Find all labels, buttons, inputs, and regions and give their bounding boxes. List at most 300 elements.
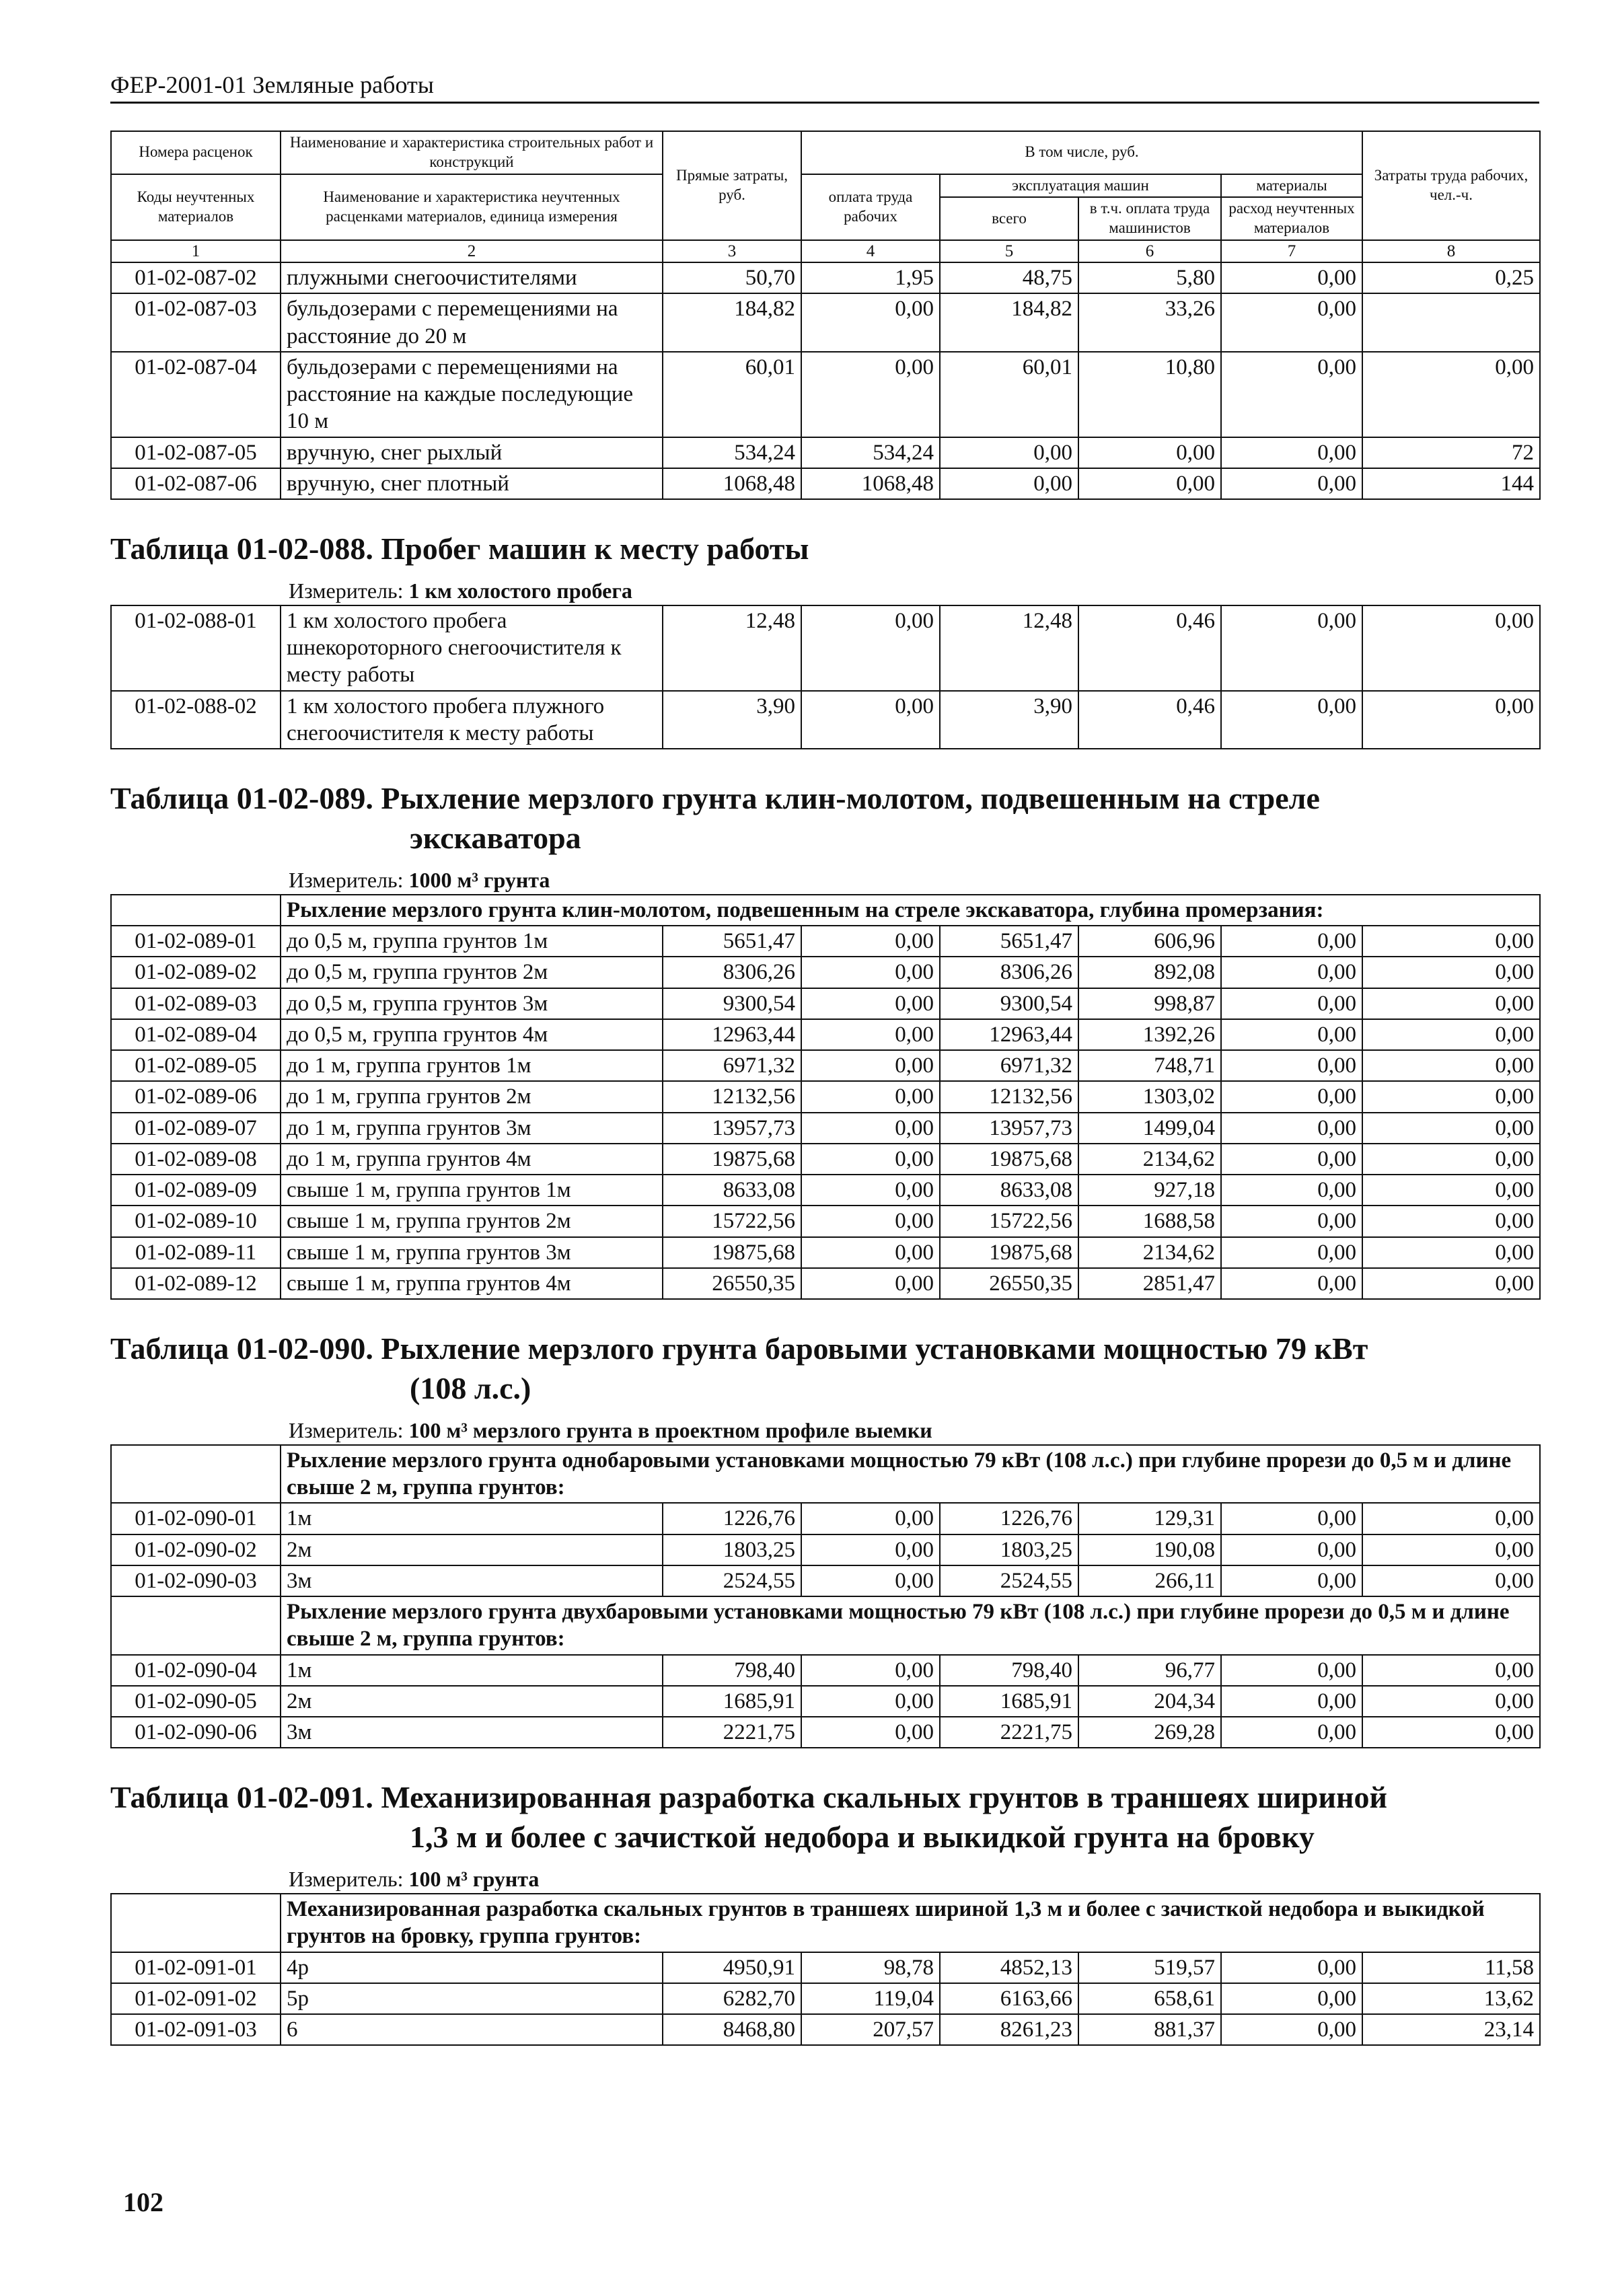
measure-prefix: Измеритель: <box>289 1417 404 1442</box>
work-name: 4р <box>281 1952 663 1983</box>
direct-cost: 26550,35 <box>663 1268 801 1299</box>
table-091-measure <box>110 1867 1539 1892</box>
work-name: 2м <box>281 1686 663 1717</box>
machines-total: 12132,56 <box>940 1081 1078 1112</box>
materials-cost: 0,00 <box>1221 468 1362 499</box>
machines-total: 2221,75 <box>940 1717 1078 1748</box>
machines-labor: 2851,47 <box>1078 1268 1221 1299</box>
labor-hours: 0,00 <box>1362 691 1540 749</box>
labor-hours: 0,00 <box>1362 926 1540 957</box>
direct-cost: 19875,68 <box>663 1144 801 1175</box>
table-header <box>111 131 1540 262</box>
work-name: до 0,5 м, группа грунтов 2м <box>281 957 663 988</box>
machines-labor: 1688,58 <box>1078 1206 1221 1236</box>
rate-code: 01-02-089-02 <box>111 957 281 988</box>
materials-cost: 0,00 <box>1221 988 1362 1019</box>
machines-total: 6163,66 <box>940 1983 1078 2014</box>
labor-pay: 0,00 <box>801 1686 940 1717</box>
table-091-title-line1: Таблица 01-02-091. Механизированная разработка скальных грунтов в траншеях шириной <box>110 1780 1387 1815</box>
labor-hours: 0,00 <box>1362 1268 1540 1299</box>
direct-cost: 2221,75 <box>663 1717 801 1748</box>
machines-labor: 266,11 <box>1078 1565 1221 1596</box>
work-name: 5р <box>281 1983 663 2014</box>
machines-total: 6971,32 <box>940 1050 1078 1081</box>
labor-hours: 23,14 <box>1362 2014 1540 2045</box>
labor-pay: 534,24 <box>801 437 940 468</box>
direct-cost: 15722,56 <box>663 1206 801 1236</box>
rate-code: 01-02-089-03 <box>111 988 281 1019</box>
labor-hours: 0,00 <box>1362 605 1540 691</box>
header-num: 6 <box>1078 240 1221 262</box>
machines-total: 5651,47 <box>940 926 1078 957</box>
table-row <box>111 605 1540 691</box>
machines-total: 26550,35 <box>940 1268 1078 1299</box>
materials-cost: 0,00 <box>1221 1050 1362 1081</box>
measure-prefix: Измеритель: <box>289 867 404 892</box>
materials-cost: 0,00 <box>1221 437 1362 468</box>
labor-pay: 0,00 <box>801 1565 940 1596</box>
table-090-title-line2: (108 л.с.) <box>410 1371 531 1405</box>
labor-pay: 0,00 <box>801 1050 940 1081</box>
machines-labor: 0,46 <box>1078 691 1221 749</box>
labor-hours: 0,00 <box>1362 1019 1540 1050</box>
machines-total: 48,75 <box>940 262 1078 293</box>
work-name: до 0,5 м, группа грунтов 3м <box>281 988 663 1019</box>
direct-cost: 184,82 <box>663 293 801 352</box>
rate-code: 01-02-089-01 <box>111 926 281 957</box>
machines-total: 60,01 <box>940 352 1078 437</box>
labor-hours: 0,00 <box>1362 1237 1540 1268</box>
labor-pay: 98,78 <box>801 1952 940 1983</box>
machines-total: 0,00 <box>940 437 1078 468</box>
table-row <box>111 1534 1540 1565</box>
materials-cost: 0,00 <box>1221 1686 1362 1717</box>
table-089-title-line2: экскаватора <box>410 821 581 855</box>
work-name: 1м <box>281 1503 663 1534</box>
header-labor-pay: оплата труда рабочих <box>801 174 940 240</box>
measure-unit: 1000 м³ грунта <box>408 867 550 892</box>
table-090-title-line1: Таблица 01-02-090. Рыхление мерзлого грунта баровыми установками мощностью 79 кВт <box>110 1331 1368 1366</box>
work-name: 1м <box>281 1655 663 1686</box>
rate-code: 01-02-090-06 <box>111 1717 281 1748</box>
direct-cost: 1685,91 <box>663 1686 801 1717</box>
table-091-title <box>110 1748 1539 1863</box>
table-089-title <box>110 749 1539 864</box>
header-num: 7 <box>1221 240 1362 262</box>
labor-pay: 0,00 <box>801 1268 940 1299</box>
machines-labor: 748,71 <box>1078 1050 1221 1081</box>
labor-pay: 0,00 <box>801 988 940 1019</box>
direct-cost: 19875,68 <box>663 1237 801 1268</box>
labor-hours: 0,00 <box>1362 1503 1540 1534</box>
machines-labor: 0,00 <box>1078 468 1221 499</box>
labor-hours <box>1362 293 1540 352</box>
table-row <box>111 1503 1540 1534</box>
rate-code: 01-02-087-05 <box>111 437 281 468</box>
labor-hours: 0,00 <box>1362 1175 1540 1206</box>
table-row <box>111 1081 1540 1112</box>
subheader-row <box>111 895 1540 926</box>
table-090-measure <box>110 1418 1539 1443</box>
rate-code: 01-02-091-03 <box>111 2014 281 2045</box>
machines-labor: 1499,04 <box>1078 1113 1221 1144</box>
labor-hours: 0,00 <box>1362 1686 1540 1717</box>
machines-total: 19875,68 <box>940 1144 1078 1175</box>
table-091 <box>110 1893 1541 2046</box>
work-name: до 1 м, группа грунтов 3м <box>281 1113 663 1144</box>
direct-cost: 9300,54 <box>663 988 801 1019</box>
header-num: 8 <box>1362 240 1540 262</box>
materials-cost: 0,00 <box>1221 293 1362 352</box>
direct-cost: 13957,73 <box>663 1113 801 1144</box>
machines-labor: 881,37 <box>1078 2014 1221 2045</box>
price-table <box>110 131 1541 500</box>
materials-cost: 0,00 <box>1221 1113 1362 1144</box>
labor-hours: 0,00 <box>1362 1534 1540 1565</box>
work-name: до 1 м, группа грунтов 1м <box>281 1050 663 1081</box>
table-row <box>111 1565 1540 1596</box>
direct-cost: 12,48 <box>663 605 801 691</box>
subheader-row <box>111 1894 1540 1952</box>
table-row <box>111 691 1540 749</box>
rate-code: 01-02-089-06 <box>111 1081 281 1112</box>
measure-prefix: Измеритель: <box>289 578 404 603</box>
labor-hours: 0,00 <box>1362 1113 1540 1144</box>
subheader-row <box>111 1596 1540 1655</box>
table-091-body <box>111 1894 1540 2045</box>
direct-cost: 60,01 <box>663 352 801 437</box>
materials-cost: 0,00 <box>1221 1081 1362 1112</box>
table-row <box>111 1655 1540 1686</box>
table-090-title <box>110 1300 1539 1414</box>
labor-pay: 0,00 <box>801 957 940 988</box>
work-name: до 0,5 м, группа грунтов 1м <box>281 926 663 957</box>
materials-cost: 0,00 <box>1221 2014 1362 2045</box>
table-row <box>111 1952 1540 1983</box>
direct-cost: 1068,48 <box>663 468 801 499</box>
work-name: плужными снегоочистителями <box>281 262 663 293</box>
table-090-body-b <box>111 1596 1540 1748</box>
work-name: бульдозерами с перемещениями на расстояние до 20 м <box>281 293 663 352</box>
table-088-measure <box>110 579 1539 603</box>
machines-total: 184,82 <box>940 293 1078 352</box>
machines-total: 8306,26 <box>940 957 1078 988</box>
direct-cost: 4950,91 <box>663 1952 801 1983</box>
labor-hours: 0,00 <box>1362 988 1540 1019</box>
machines-labor: 2134,62 <box>1078 1237 1221 1268</box>
header-num: 4 <box>801 240 940 262</box>
machines-total: 12,48 <box>940 605 1078 691</box>
work-name: 1 км холостого пробега плужного снегоочистителя к месту работы <box>281 691 663 749</box>
labor-hours: 0,00 <box>1362 1565 1540 1596</box>
labor-pay: 207,57 <box>801 2014 940 2045</box>
labor-hours: 0,00 <box>1362 1206 1540 1236</box>
labor-pay: 1068,48 <box>801 468 940 499</box>
rate-code: 01-02-089-04 <box>111 1019 281 1050</box>
machines-total: 13957,73 <box>940 1113 1078 1144</box>
materials-cost: 0,00 <box>1221 1565 1362 1596</box>
materials-cost: 0,00 <box>1221 957 1362 988</box>
table-row <box>111 1206 1540 1236</box>
machines-total: 1803,25 <box>940 1534 1078 1565</box>
labor-pay: 0,00 <box>801 1717 940 1748</box>
table-088-title: Таблица 01-02-088. Пробег машин к месту работы <box>110 531 809 566</box>
direct-cost: 2524,55 <box>663 1565 801 1596</box>
machines-total: 4852,13 <box>940 1952 1078 1983</box>
subheader-row <box>111 1445 1540 1504</box>
labor-hours: 0,00 <box>1362 1081 1540 1112</box>
header-num: 5 <box>940 240 1078 262</box>
machines-total: 8261,23 <box>940 2014 1078 2045</box>
materials-cost: 0,00 <box>1221 605 1362 691</box>
rate-code: 01-02-090-05 <box>111 1686 281 1717</box>
work-name: 2м <box>281 1534 663 1565</box>
measure-unit: 100 м³ грунта <box>408 1867 540 1892</box>
subheader-text: Рыхление мерзлого грунта клин-молотом, подвешенным на стреле экскаватора, глубина промерзания: <box>281 895 1540 926</box>
materials-cost: 0,00 <box>1221 1175 1362 1206</box>
labor-hours: 0,00 <box>1362 957 1540 988</box>
rate-code: 01-02-091-02 <box>111 1983 281 2014</box>
labor-pay: 0,00 <box>801 1503 940 1534</box>
work-name: свыше 1 м, группа грунтов 1м <box>281 1175 663 1206</box>
direct-cost: 12132,56 <box>663 1081 801 1112</box>
direct-cost: 534,24 <box>663 437 801 468</box>
rate-code: 01-02-087-02 <box>111 262 281 293</box>
table-089 <box>110 894 1541 1300</box>
materials-cost: 0,00 <box>1221 1144 1362 1175</box>
machines-labor: 0,46 <box>1078 605 1221 691</box>
work-name: свыше 1 м, группа грунтов 3м <box>281 1237 663 1268</box>
machines-total: 19875,68 <box>940 1237 1078 1268</box>
labor-hours: 0,00 <box>1362 1655 1540 1686</box>
machines-labor: 998,87 <box>1078 988 1221 1019</box>
rate-code: 01-02-088-02 <box>111 691 281 749</box>
direct-cost: 8468,80 <box>663 2014 801 2045</box>
rate-code: 01-02-089-05 <box>111 1050 281 1081</box>
table-089-title-line1: Таблица 01-02-089. Рыхление мерзлого грунта клин-молотом, подвешенным на стреле <box>110 781 1320 816</box>
direct-cost: 1226,76 <box>663 1503 801 1534</box>
rate-code: 01-02-089-11 <box>111 1237 281 1268</box>
machines-labor: 1303,02 <box>1078 1081 1221 1112</box>
machines-total: 12963,44 <box>940 1019 1078 1050</box>
materials-cost: 0,00 <box>1221 926 1362 957</box>
materials-cost: 0,00 <box>1221 1019 1362 1050</box>
machines-labor: 0,00 <box>1078 437 1221 468</box>
direct-cost: 1803,25 <box>663 1534 801 1565</box>
labor-pay: 0,00 <box>801 605 940 691</box>
machines-labor: 190,08 <box>1078 1534 1221 1565</box>
machines-labor: 892,08 <box>1078 957 1221 988</box>
table-089-measure <box>110 868 1539 893</box>
materials-cost: 0,00 <box>1221 262 1362 293</box>
table-row <box>111 1144 1540 1175</box>
machines-labor: 33,26 <box>1078 293 1221 352</box>
running-head: ФЕР-2001-01 Земляные работы <box>110 71 1539 104</box>
labor-hours: 0,00 <box>1362 1717 1540 1748</box>
labor-pay: 0,00 <box>801 926 940 957</box>
machines-labor: 519,57 <box>1078 1952 1221 1983</box>
work-name: свыше 1 м, группа грунтов 4м <box>281 1268 663 1299</box>
labor-pay: 0,00 <box>801 1534 940 1565</box>
measure-prefix: Измеритель: <box>289 1867 404 1892</box>
direct-cost: 798,40 <box>663 1655 801 1686</box>
rate-code: 01-02-090-02 <box>111 1534 281 1565</box>
table-row <box>111 1050 1540 1081</box>
labor-hours: 11,58 <box>1362 1952 1540 1983</box>
table-row <box>111 293 1540 352</box>
rate-code: 01-02-091-01 <box>111 1952 281 1983</box>
direct-cost: 3,90 <box>663 691 801 749</box>
labor-pay: 0,00 <box>801 1019 940 1050</box>
labor-hours: 72 <box>1362 437 1540 468</box>
machines-labor: 269,28 <box>1078 1717 1221 1748</box>
labor-hours: 13,62 <box>1362 1983 1540 2014</box>
work-name: до 1 м, группа грунтов 4м <box>281 1144 663 1175</box>
direct-cost: 5651,47 <box>663 926 801 957</box>
materials-cost: 0,00 <box>1221 1206 1362 1236</box>
subheader-text: Рыхление мерзлого грунта двухбаровыми установками мощностью 79 кВт (108 л.с.) при глубине прорези до 0,5 м и длине свыше 2 м, группа грунтов: <box>281 1596 1540 1655</box>
labor-pay: 119,04 <box>801 1983 940 2014</box>
machines-labor: 5,80 <box>1078 262 1221 293</box>
machines-labor: 204,34 <box>1078 1686 1221 1717</box>
rate-code: 01-02-089-12 <box>111 1268 281 1299</box>
machines-total: 798,40 <box>940 1655 1078 1686</box>
table-row <box>111 1019 1540 1050</box>
direct-cost: 6971,32 <box>663 1050 801 1081</box>
measure-unit: 1 км холостого пробега <box>408 578 632 603</box>
rate-code: 01-02-089-09 <box>111 1175 281 1206</box>
machines-total: 2524,55 <box>940 1565 1078 1596</box>
machines-total: 1685,91 <box>940 1686 1078 1717</box>
header-machines-labor: в т.ч. оплата труда машинистов <box>1078 197 1221 240</box>
machines-labor: 927,18 <box>1078 1175 1221 1206</box>
work-name: до 0,5 м, группа грунтов 4м <box>281 1019 663 1050</box>
labor-hours: 144 <box>1362 468 1540 499</box>
rate-code: 01-02-089-07 <box>111 1113 281 1144</box>
header-col2-bottom: Наименование и характеристика неучтенных расценками материалов, единица измерения <box>281 174 663 240</box>
table-row <box>111 1686 1540 1717</box>
labor-hours: 0,00 <box>1362 1144 1540 1175</box>
work-name: вручную, снег рыхлый <box>281 437 663 468</box>
labor-hours: 0,25 <box>1362 262 1540 293</box>
labor-hours: 0,00 <box>1362 1050 1540 1081</box>
work-name: вручную, снег плотный <box>281 468 663 499</box>
work-name: 3м <box>281 1717 663 1748</box>
table-row <box>111 1717 1540 1748</box>
header-col1-top: Номера расценок <box>111 131 281 174</box>
machines-labor: 606,96 <box>1078 926 1221 957</box>
rate-code: 01-02-087-06 <box>111 468 281 499</box>
header-num: 3 <box>663 240 801 262</box>
labor-pay: 0,00 <box>801 1206 940 1236</box>
header-materials: материалы <box>1221 174 1362 198</box>
table-087-body <box>111 262 1540 499</box>
subheader-text: Механизированная разработка скальных грунтов в траншеях шириной 1,3 м и более с зачисткой недобора и выкидкой грунтов на бровку, группа грунтов: <box>281 1894 1540 1952</box>
table-row <box>111 437 1540 468</box>
direct-cost: 6282,70 <box>663 1983 801 2014</box>
work-name: 1 км холостого пробега шнекороторного снегоочистителя к месту работы <box>281 605 663 691</box>
labor-hours: 0,00 <box>1362 352 1540 437</box>
materials-cost: 0,00 <box>1221 691 1362 749</box>
work-name: бульдозерами с перемещениями на расстояние на каждые последующие 10 м <box>281 352 663 437</box>
table-row <box>111 1268 1540 1299</box>
table-088 <box>110 605 1541 749</box>
rate-code: 01-02-089-08 <box>111 1144 281 1175</box>
header-machines: эксплуатация машин <box>940 174 1221 198</box>
machines-total: 1226,76 <box>940 1503 1078 1534</box>
machines-labor: 2134,62 <box>1078 1144 1221 1175</box>
machines-total: 3,90 <box>940 691 1078 749</box>
header-col1-bottom: Коды неучтенных материалов <box>111 174 281 240</box>
machines-labor: 96,77 <box>1078 1655 1221 1686</box>
subheader-text: Рыхление мерзлого грунта однобаровыми установками мощностью 79 кВт (108 л.с.) при глубине прорези до 0,5 м и длине свыше 2 м, группа грунтов: <box>281 1445 1540 1504</box>
table-090-body-a <box>111 1445 1540 1596</box>
direct-cost: 50,70 <box>663 262 801 293</box>
page-number: 102 <box>123 2187 163 2217</box>
materials-cost: 0,00 <box>1221 1503 1362 1534</box>
materials-cost: 0,00 <box>1221 352 1362 437</box>
header-direct: Прямые затраты, руб. <box>663 131 801 240</box>
work-name: 6 <box>281 2014 663 2045</box>
machines-total: 0,00 <box>940 468 1078 499</box>
header-numbers-row <box>111 240 1540 262</box>
work-name: 3м <box>281 1565 663 1596</box>
table-row <box>111 352 1540 437</box>
header-col2-top: Наименование и характеристика строительных работ и конструкций <box>281 131 663 174</box>
machines-total: 9300,54 <box>940 988 1078 1019</box>
machines-labor: 1392,26 <box>1078 1019 1221 1050</box>
rate-code: 01-02-089-10 <box>111 1206 281 1236</box>
measure-unit: 100 м³ мерзлого грунта в проектном профиле выемки <box>408 1417 932 1442</box>
rate-code: 01-02-087-04 <box>111 352 281 437</box>
rate-code: 01-02-087-03 <box>111 293 281 352</box>
materials-cost: 0,00 <box>1221 1237 1362 1268</box>
labor-pay: 0,00 <box>801 293 940 352</box>
materials-cost: 0,00 <box>1221 1983 1362 2014</box>
machines-labor: 10,80 <box>1078 352 1221 437</box>
labor-pay: 0,00 <box>801 1144 940 1175</box>
labor-pay: 0,00 <box>801 1113 940 1144</box>
machines-total: 15722,56 <box>940 1206 1078 1236</box>
direct-cost: 12963,44 <box>663 1019 801 1050</box>
header-materials-sub: расход неучтенных материалов <box>1221 197 1362 240</box>
work-name: свыше 1 м, группа грунтов 2м <box>281 1206 663 1236</box>
table-088-body <box>111 605 1540 749</box>
table-row <box>111 1113 1540 1144</box>
header-num: 2 <box>281 240 663 262</box>
materials-cost: 0,00 <box>1221 1952 1362 1983</box>
header-labor-cost: Затраты труда рабочих, чел.-ч. <box>1362 131 1540 240</box>
rate-code: 01-02-088-01 <box>111 605 281 691</box>
work-name: до 1 м, группа грунтов 2м <box>281 1081 663 1112</box>
header-incl: В том числе, руб. <box>801 131 1362 174</box>
table-row <box>111 262 1540 293</box>
direct-cost: 8633,08 <box>663 1175 801 1206</box>
table-089-body <box>111 895 1540 1299</box>
materials-cost: 0,00 <box>1221 1655 1362 1686</box>
direct-cost: 8306,26 <box>663 957 801 988</box>
rate-code: 01-02-090-03 <box>111 1565 281 1596</box>
page <box>110 71 1539 2046</box>
table-row <box>111 1175 1540 1206</box>
table-row <box>111 1983 1540 2014</box>
labor-pay: 0,00 <box>801 1655 940 1686</box>
header-num: 1 <box>111 240 281 262</box>
table-090 <box>110 1444 1541 1749</box>
labor-pay: 1,95 <box>801 262 940 293</box>
labor-pay: 0,00 <box>801 691 940 749</box>
materials-cost: 0,00 <box>1221 1268 1362 1299</box>
